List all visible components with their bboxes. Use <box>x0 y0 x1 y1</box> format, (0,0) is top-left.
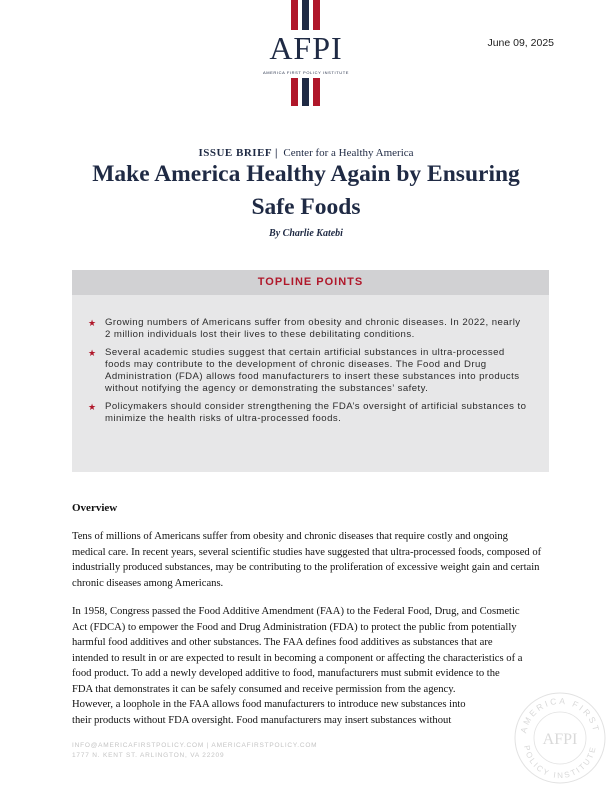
logo-stripe-navy-mid <box>302 0 309 30</box>
overview-heading: Overview <box>72 502 118 514</box>
logo-stripe-red-right <box>313 0 320 30</box>
overview-paragraph-2 <box>72 604 544 728</box>
paragraph-line: their products without FDA oversight. Food manufacturers may insert substances without <box>72 714 452 726</box>
afpi-seal-watermark-icon <box>512 690 608 786</box>
paragraph-line: Act (FDCA) to empower the Food and Drug Administration (FDA) to protect the public from potentially <box>72 621 517 633</box>
svg-text:AMERICA FIRST <box>518 696 601 734</box>
logo-stripe-navy-bottom <box>302 78 309 106</box>
page-footer <box>72 741 317 761</box>
page-title <box>56 158 556 224</box>
footer-address: 1777 N. KENT ST. ARLINGTON, VA 22209 <box>72 752 225 759</box>
paragraph-line: harmful food additives and other substances. The FAA defines food additives as substances that are <box>72 637 493 648</box>
topline-points-box <box>72 270 549 472</box>
star-bullet-icon: ★ <box>88 402 97 412</box>
topline-point: ★ Several academic studies suggest that certain artificial substances in ultra-processed foods may contribute to the development of chronic diseases. The Food and Drug Administration (FDA) allows food manufacturers to insert these substances into products without notifying the agency or demonstrating the substances’ safety. <box>88 347 520 394</box>
logo-stripe-red-bottom-right <box>313 78 320 106</box>
star-bullet-icon: ★ <box>88 348 97 358</box>
seal-top-text: AMERICA FIRST <box>518 695 602 735</box>
paragraph-line: intended to result in or are expected to result in becoming a component or affecting the characteristics of a <box>72 652 523 664</box>
footer-contact: INFO@AMERICAFIRSTPOLICY.COM | AMERICAFIRSTPOLICY.COM <box>72 742 318 749</box>
logo-wordmark: AFPI <box>269 30 343 66</box>
center-name: Center for a Healthy America <box>283 147 414 159</box>
seal-center-text: AFPI <box>542 731 578 748</box>
overview-paragraph-1: Tens of millions of Americans suffer from obesity and chronic diseases that require costly and ongoing medical care. In recent years, several scientific studies have suggested that ultra-processed foods, composed of industrially produced substances, may be contributing to the proliferation of excessive weight gain and certain chronic diseases among Americans. <box>72 531 542 589</box>
topline-point: ★ Growing numbers of Americans suffer from obesity and chronic diseases. In 2022, nearly 2 million individuals lost their lives to these debilitating conditions. <box>88 317 521 340</box>
issue-brief-label: ISSUE BRIEF | <box>198 147 278 159</box>
seal-bottom-text: POLICY INSTITUTE <box>522 744 598 781</box>
publication-date: June 09, 2025 <box>487 37 554 49</box>
paragraph-line: In 1958, Congress passed the Food Additive Amendment (FAA) to the Federal Food, Drug, and Cosmetic <box>72 606 520 617</box>
star-bullet-icon: ★ <box>88 318 97 328</box>
paragraph-line: FDA that demonstrates it can be safely consumed and receive permission from the agency. <box>72 683 456 695</box>
afpi-logo <box>256 0 356 108</box>
byline: By Charlie Katebi <box>269 228 343 239</box>
paragraph-line: food product. To add a newly developed additive to food, manufacturers must submit evidence to the <box>72 668 500 679</box>
logo-stripe-red-left <box>291 0 298 30</box>
topline-list <box>72 295 549 425</box>
topline-point: ★ Policymakers should consider strengthening the FDA’s oversight of artificial substances to minimize the health risks of ultra-processed foods. <box>88 401 527 424</box>
logo-stripe-red-bottom-left <box>291 78 298 106</box>
title-line-2: Safe Foods <box>251 194 361 220</box>
title-line-1: Make America Healthy Again by Ensuring <box>92 161 520 187</box>
logo-subtitle: AMERICA FIRST POLICY INSTITUTE <box>262 70 350 75</box>
paragraph-line: However, a loophole in the FAA allows food manufacturers to introduce new substances into <box>72 699 466 710</box>
topline-heading: TOPLINE POINTS <box>72 270 549 295</box>
